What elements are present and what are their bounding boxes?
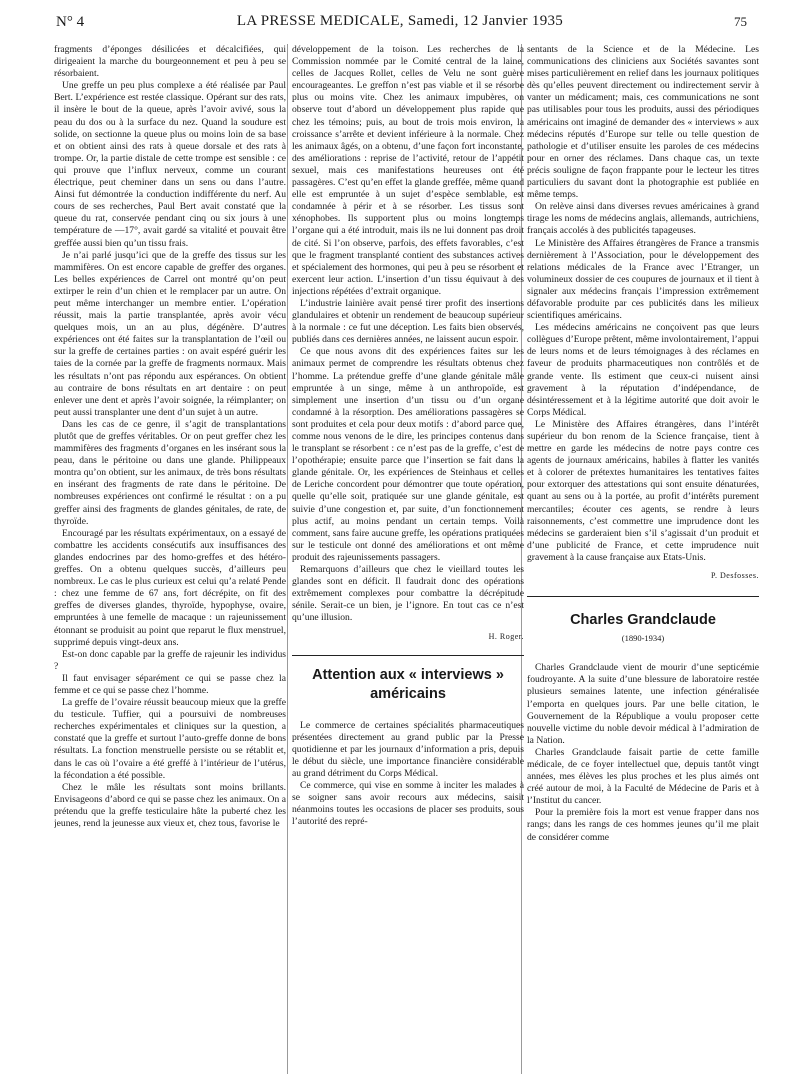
paragraph: sentants de la Science et de la Médecine. Les communications des cliniciens aux Sociétés savantes sont mises particulièrement en relief dans les journaux politiques dès qu’elles peuvent directement ou indirectement servir à vanter un médicament; mais, ces communications ne sont pas utilisables pour tous les produits, aussi des périodiques américains ont imaginé de demander des « interviews » aux médecins réputés d’Europe sur telle ou telle question de pathologie et d’utiliser ensuite les paroles de ces médecins pour en orner des réclames. Dans chaque cas, un texte précis souligne de façon frappante pour le lecteur les titres particuliers du savant dont la photographie est publiée en même temps. xyxy=(527,44,759,201)
article-title: Charles Grandclaude xyxy=(570,612,716,629)
author-signature: P. Desfosses. xyxy=(710,571,759,581)
paragraph: Est-on donc capable par la greffe de rajeunir les individus ? xyxy=(54,648,286,672)
column-divider xyxy=(287,44,288,1074)
paragraph: Il faut envisager séparément ce qui se passe chez la femme et ce qui se passe chez l’homme. xyxy=(54,672,286,696)
page-number: 75 xyxy=(734,14,747,29)
paragraph: L’industrie lainière avait pensé tirer profit des insertions glandulaires et obtenir un rendement de beaucoup supérieur à la normale : ce fut une déception. Les faits bien observés, publiés dans ces dernières années, ne laissent aucun espoir. xyxy=(292,297,524,346)
page-header xyxy=(0,0,800,40)
paragraph: Chez le mâle les résultats sont moins brillants. Envisageons d’abord ce qui se passe chez les animaux. On a prétendu que la greffe testiculaire hâte la puberté chez les jeunes, rend la jeunesse aux vieux et, chez tous, favorise le xyxy=(54,781,286,829)
article-title: Attention aux « interviews » américains xyxy=(312,666,504,702)
article-separator xyxy=(292,655,524,656)
paragraph: La greffe de l’ovaire réussit beaucoup mieux que la greffe du testicule. Tuffier, qui a poursuivi de nombreuses recherches expérimentales et cliniques sur la question, a constaté que la greffe et surtout l’auto-greffe donne de bons résultats. La fonction menstruelle persiste ou se rétablit et, dans le cas où l’ovaire a été greffé à l’intérieur de l’utérus, la fécondation a été possible. xyxy=(54,697,286,781)
column-1 xyxy=(54,44,286,1074)
paragraph: Le Ministère des Affaires étrangères, dans l’intérêt supérieur du bon renom de la Science française, tient à mettre en garde les médecins de notre pays contre ces agents de journaux américains, habiles à flatter les vanités et à colorer de prétextes humanitaires les tentatives faites pour extorquer des attestations qui sont ensuite dénaturées, quant au sens ou à la portée, au profit d’intérêts purement mercantiles; écouter ces agents, se rendre à leurs raisonnements, c’est commettre une imprudence dont les médecins se garderaient bien s’il s’agissait d’un produit et d’une publicité de France, et cette imprudence nuit gravement à la cause française aux Etats-Unis. xyxy=(527,418,759,563)
life-dates: (1890-1934) xyxy=(621,633,665,644)
paragraph: Les médecins américains ne conçoivent pas que leurs collègues d’Europe prêtent, même involontairement, l’appui de leurs noms et de leurs témoignages à des réclames en faveur de produits pharmaceutiques non contrôlés et de grande vente. Ils estiment que ceux-ci nuisent ainsi gravement à la réputation d’indépendance, de désintéressement et à la légitime autorité que doit avoir le Corps Médical. xyxy=(527,322,759,418)
paragraph: Je n’ai parlé jusqu’ici que de la greffe des tissus sur les mammifères. On est encore capable de greffer des organes. Les belles expériences de Carrel ont montré qu’on peut extirper le rein d’un chien et le remplacer par un autre. On peut même interchanger un membre entier. L’opération réussit, mais la partie transplantée, après avoir vécu quelques mois, un an au plus, dégénère. D’autres expériences ont été faites sur la transplantation de l’œil ou sur la greffe de certaines parties : on avait espéré guérir les taies de la cornée par la greffe de fragments normaux. Mais les résultats n’ont pas répondu aux espérances. On obtient au contraire de bons résultats en art dentaire : on peut enlever une dent et après l’avoir soignée, la réimplanter; on peut aussi transplanter une dent d’un sujet à un autre. xyxy=(54,249,286,418)
paragraph: On relève ainsi dans diverses revues américaines à grand tirage les noms de médecins anglais, allemands, autrichiens, français accolés à des publicités tapageuses. xyxy=(527,201,759,237)
paragraph: fragments d’éponges désilicées et décalcifiées, qui dirigeaient la marche du bourgeonnement et peu à peu se résorbaient. xyxy=(54,44,286,80)
paragraph: Pour la première fois la mort est venue frapper dans nos rangs; dans les rangs de ces hommes jeunes qu’il me plait de considérer comme xyxy=(527,807,759,843)
journal-title: LA PRESSE MEDICALE, Samedi, 12 Janvier 1935 xyxy=(236,13,564,29)
paragraph: Dans les cas de ce genre, il s’agit de transplantations plutôt que de greffes véritables. Or on peut greffer chez les mammifères des fragments d’organes en les insérant sous la peau, dans le péritoine ou dans une glande. Philippeaux montra qu’on obtient, sur les animaux, de très bons résultats en insérant des fragments de rate dans le péritoine. De nombreuses expériences ont confirmé le résultat : on a pu greffer ainsi des fragments de glandes génitales, de rate, de thyroïde. xyxy=(54,418,286,527)
paragraph: Ce que nous avons dit des expériences faites sur les animaux permet de comprendre les résultats obtenus chez l’homme. La prétendue greffe d’une glande génitale mâle empruntée à un singe, même à un anthropoïde, est simplement une insertion d’un tissu ou d’un organe condamné à la résorption. Des améliorations passagères se sont produites et cela pour deux motifs : d’abord parce que, comme nous venons de le dire, les principes contenus dans le transplant se résorbent : ce n’est pas de la greffe, c’est de l’opothérapie; ensuite parce que l’insertion se fait dans la glande génitale. Or, les expériences de Steinhaus et celles de Leriche concordent pour démontrer que toute opération, quelle qu’elle soit, pratiquée sur une glande génitale, est suivie d’une congestion et, par suite, d’un fonctionnement plus actif, au moins pendant un certain temps. Voilà comment, sans faire aucune greffe, les opérations pratiquées sur le testicule ont donné des améliorations et ont même produit des rajeunissements passagers. xyxy=(292,346,524,563)
paragraph: Le commerce de certaines spécialités pharmaceutiques présentées directement au grand public par la Presse quotidienne et par les journaux d’information a pris, depuis le début du siècle, une importance financière considérable au grand détriment du Corps Médical. xyxy=(292,719,524,779)
column-3 xyxy=(527,44,759,1074)
article-separator xyxy=(527,596,759,597)
paragraph: Le Ministère des Affaires étrangères de France a transmis dernièrement à l’Association, pour le développement des relations médicales de la France avec l’Etranger, un volumineux dossier de ces coupures de journaux et il tient à signaler aux médecins français l’impression extrêmement défavorable produite par ces publicités dans les milieux scientifiques américains. xyxy=(527,237,759,322)
paragraph: Encouragé par les résultats expérimentaux, on a essayé de combattre les accidents consécutifs aux insuffisances des glandes endocrines par des homo-greffes et des hétéro-greffes. On a obtenu quelques succès, d’ailleurs peu nombreux. Le cas le plus curieux est celui qu’a relaté Pende : chez une femme de 67 ans, fort décrépite, on fit des greffes de diverses glandes, thyroïde, hypophyse, ovaire, empruntées à une femelle de macaque : un rajeunissement étonnant se produisit au point que reparut le flux menstruel, supprimé depuis vingt-deux ans. xyxy=(54,527,286,648)
paragraph: Charles Grandclaude faisait partie de cette famille médicale, de ce foyer intellectuel que, depuis tantôt vingt années, mes élèves les plus proches et les plus aimés ont créé autour de moi, à la Faculté de Médecine de Paris et à l’Institut du cancer. xyxy=(527,746,759,807)
column-2 xyxy=(292,44,524,1074)
paragraph: Charles Grandclaude vient de mourir d’une septicémie foudroyante. A la suite d’une blessure de laboratoire restée plusieurs semaines latente, une infection généralisée l’emporta en quelques jours. Par une belle citation, le Gouvernement de la République a voulu proposer cette nouvelle victime du noble devoir médical à l’admiration de la Nation. xyxy=(527,662,759,746)
paragraph: Remarquons d’ailleurs que chez le vieillard toutes les glandes sont en déficit. Il faudrait donc des opérations extrêmement complexes pour combattre la décrépitude sénile. Serait-ce un bien, je l’ignore. En tout cas ce n’est qu’une illusion. xyxy=(292,564,524,624)
author-signature: H. Roger. xyxy=(488,631,524,641)
paragraph: Une greffe un peu plus complexe a été réalisée par Paul Bert. L’expérience est restée classique. Opérant sur des rats, il insère le bout de la queue, après l’avoir avivé, sous la peau du dos ou à la surface du nez. Quand la soudure est solide, on sectionne la queue plus ou moins loin de sa base et on obtient ainsi des rats à queue dorsale et des rats à trompe. Or, la partie distale de cette trompe est sensible : ce qui prouve que l’influx nerveux, comme un courant électrique, peut cheminer dans un sens ou dans l’autre. Ainsi fut démontrée la conduction indifférente du nerf. Au cours de ses recherches, Paul Bert avait constaté que la queue du rat, conservée pendant cinq ou six jours à une température de —17°, avait gardé sa vitalité et pouvait être greffée aussi bien qu’un tissu frais. xyxy=(54,80,286,249)
paragraph: Ce commerce, qui vise en somme à inciter les malades à se soigner sans avoir recours aux médecins, saisit néanmoins toutes les occasions de placer ses produits, sous l’autorité des repré- xyxy=(292,780,524,828)
paragraph: développement de la toison. Les recherches de la Commission nommée par le Comité central de la laine, celles de Jacques Rollet, celles de Velu ne sont guère encourageantes. Le greffon n’est pas viable et il se résorbe plus ou moins vite. Chez les animaux impubères, on observe tout d’abord un développement plus rapide que chez les témoins; puis, au bout de trois mois environ, la croissance s’arrête et devient inférieure à la normale. Chez les animaux âgés, on a obtenu, d’une façon fort inconstante, des améliorations : reprise de l’activité, retour de l’appétit sexuel, mais ces manifestations heureuses ont été passagères. C’est qu’en effet la glande greffée, même quand elle est empruntée à un sujet d’espèce semblable, est condamnée à périr et à se résorber. Les tissus sont xénophobes. Ils supportent plus ou moins longtemps l’organe qui a été introduit, mais ils ne lui donnent pas droit de cité. Si l’on observe, parfois, des effets favorables, c’est que le fragment transplanté contient des substances actives et spécialement des hormones, qui peu à peu se résorbent et exercent leur action. L’insertion d’un tissu équivaut à des injections répétées d’extrait organique. xyxy=(292,44,524,297)
issue-number: N° 4 xyxy=(56,14,85,30)
